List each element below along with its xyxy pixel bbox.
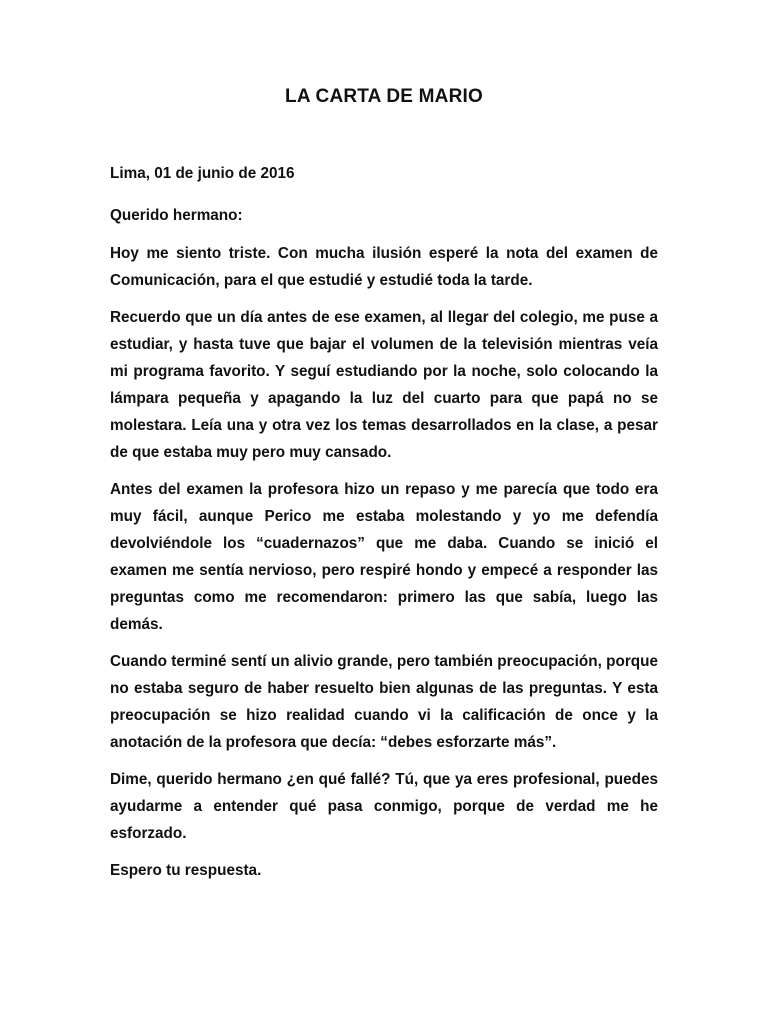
letter-closing: Espero tu respuesta. <box>110 862 262 879</box>
letter-date: Lima, 01 de junio de 2016 <box>110 165 295 182</box>
letter-greeting: Querido hermano: <box>110 207 243 224</box>
paragraph-2: Recuerdo que un día antes de ese examen, al llegar del colegio, me puse a estudiar, y hasta tuve que bajar el volumen de la televisión mientras veía mi programa favorito. Y seguí estudiando por la noche, solo colocando la lámpara pequeña y apagando la luz del cuarto para que papá no se molestara. Leía una y otra vez los temas desarrollados en la clase, a pesar de que estaba muy pero muy cansado. <box>110 309 658 461</box>
paragraph-4: Cuando terminé sentí un alivio grande, pero también preocupación, porque no estaba seguro de haber resuelto bien algunas de las preguntas. Y esta preocupación se hizo realidad cuando vi la calificación de once y la anotación de la profesora que decía: “debes esforzarte más”. <box>110 653 658 751</box>
paragraph-3: Antes del examen la profesora hizo un repaso y me parecía que todo era muy fácil, aunque Perico me estaba molestando y yo me defendía devolviéndole los “cuadernazos” que me daba. Cuando se inició el examen me sentía nervioso, pero respiré hondo y empecé a responder las preguntas como me recomendaron: primero las que sabía, luego las demás. <box>110 481 658 633</box>
letter-title: LA CARTA DE MARIO <box>285 86 483 107</box>
paragraph-5: Dime, querido hermano ¿en qué fallé? Tú, que ya eres profesional, puedes ayudarme a entender qué pasa conmigo, porque de verdad me he esforzado. <box>110 771 658 842</box>
paragraph-1: Hoy me siento triste. Con mucha ilusión esperé la nota del examen de Comunicación, para el que estudié y estudié toda la tarde. <box>110 245 658 289</box>
letter-body <box>110 160 658 894</box>
